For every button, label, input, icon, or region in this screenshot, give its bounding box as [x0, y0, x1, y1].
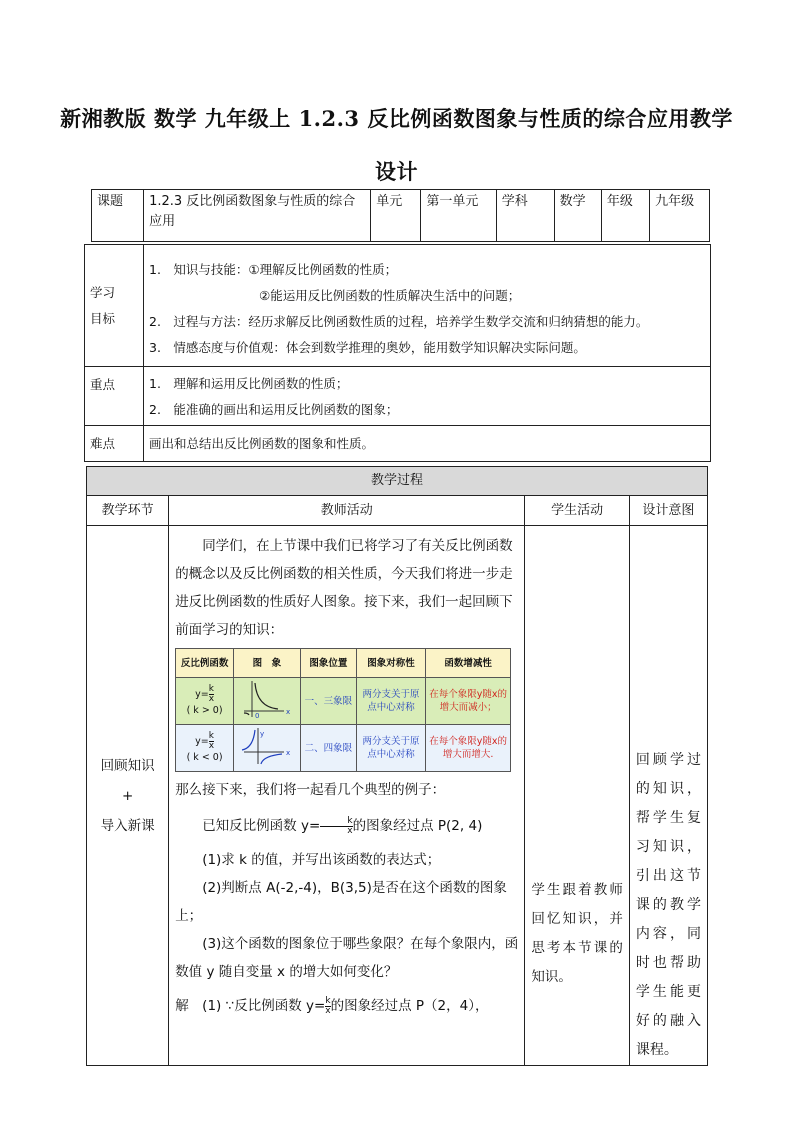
- process-header: 教学过程: [87, 467, 708, 496]
- question-2: (2)判断点 A(-2,-4)，B(3,5)是否在这个函数的图象上；: [175, 880, 507, 924]
- graph-k-negative: [233, 725, 300, 772]
- frac-num: k: [208, 731, 214, 741]
- review-header: 函数增减性: [426, 649, 511, 678]
- topic-value: 1.2.3 反比例函数图象与性质的综合应用: [144, 190, 371, 242]
- process-table: [86, 466, 708, 1066]
- position-k-negative: 二、四象限: [300, 725, 356, 772]
- solution-start: [175, 992, 518, 1020]
- review-header: 图象对称性: [356, 649, 425, 678]
- func-cond: ( k < 0): [186, 752, 223, 763]
- key-point-item: 1. 理解和运用反比例函数的性质；: [149, 376, 349, 391]
- func-text: y=: [195, 736, 209, 747]
- solution-a: 解 (1) ∵反比例函数 y=: [175, 998, 326, 1014]
- grade-label: 年级: [601, 190, 649, 242]
- example-a: 已知反比例函数 y=: [202, 818, 321, 834]
- objectives-label: [85, 245, 144, 367]
- func-frac: [209, 685, 214, 704]
- transition-text: 那么接下来，我们将一起看几个典型的例子：: [175, 782, 446, 798]
- example-frac: [320, 817, 352, 836]
- trend-k-negative: 在每个象限y随x的增大而增大.: [426, 725, 511, 772]
- review-header: 图 象: [233, 649, 300, 678]
- axis-o: 0: [254, 712, 260, 719]
- teacher-intro: 同学们，在上节课中我们已将学习了有关反比例函数的概念以及反比例函数的相关性质，今天我们将进一步走进反比例函数的性质好人图象。接下来，我们一起回顾下前面学习的知识：: [175, 538, 513, 638]
- question-1: (1)求 k 的值，并写出该函数的表达式；: [202, 852, 441, 868]
- hyperbola-negative-icon: [238, 726, 296, 766]
- objective-item: 2. 过程与方法：经历求解反比例函数性质的过程，培养学生数学交流和归纳猜想的能力。: [149, 314, 649, 329]
- col-design: 设计意图: [629, 496, 707, 526]
- grade-value: 九年级: [650, 190, 710, 242]
- objectives-label-bottom: 目标: [90, 310, 116, 326]
- axis-x: x: [285, 749, 291, 757]
- position-k-positive: 一、三象限: [300, 678, 356, 725]
- review-func-cell: [176, 725, 234, 772]
- design-intent-text: 回顾学过的知识，帮学生复习知识，引出这节课的教学内容，同时也帮助学生能更好的融入课程。: [635, 752, 701, 1058]
- example-b: 的图象经过点 P(2, 4): [352, 818, 483, 834]
- hyperbola-positive-icon: [238, 679, 296, 719]
- graph-k-positive: [233, 678, 300, 725]
- review-func-cell: [176, 678, 234, 725]
- key-points-content: [144, 367, 711, 426]
- frac-num: k: [320, 817, 352, 827]
- trend-k-positive: 在每个象限y随x的增大而减小；: [426, 678, 511, 725]
- objectives-table: [84, 244, 711, 462]
- stage-cell: [87, 526, 169, 1066]
- stage-line: +: [121, 787, 134, 804]
- objectives-label-top: 学习: [90, 284, 116, 300]
- func-frac: [209, 732, 214, 751]
- func-cond: ( k > 0): [186, 705, 223, 716]
- unit-value: 第一单元: [421, 190, 496, 242]
- teacher-activity: [169, 526, 525, 1066]
- objectives-content: [144, 245, 711, 367]
- key-points-label: 重点: [85, 367, 144, 426]
- student-activity: 学生跟着教师回忆知识，并思考本节课的知识。: [525, 526, 630, 1066]
- stage-line: 导入新课: [100, 817, 155, 834]
- difficulty-label: 难点: [85, 426, 144, 462]
- subject-label: 学科: [496, 190, 554, 242]
- subject-value: 数学: [554, 190, 601, 242]
- objective-item: ②能运用反比例函数的性质解决生活中的问题；: [259, 288, 521, 303]
- func-text: y=: [195, 689, 209, 700]
- example-statement: [175, 812, 518, 840]
- symmetry-k-positive: 两分支关于原点中心对称: [356, 678, 425, 725]
- axis-y: y: [259, 730, 265, 738]
- solution-b: 的图象经过点 P（2，4），: [330, 998, 489, 1014]
- axis-x: x: [285, 708, 291, 716]
- unit-label: 单元: [371, 190, 421, 242]
- info-table: [91, 189, 710, 242]
- frac-num: k: [325, 995, 331, 1006]
- col-student: 学生活动: [525, 496, 630, 526]
- document-title: 新湘教版 数学 九年级上 1.2.3 反比例函数图象与性质的综合应用教学设计: [60, 106, 733, 184]
- symmetry-k-negative: 两分支关于原点中心对称: [356, 725, 425, 772]
- col-stage: 教学环节: [87, 496, 169, 526]
- difficulty-text: 画出和总结出反比例函数的图象和性质。: [144, 426, 711, 462]
- review-header: 反比例函数: [176, 649, 234, 678]
- question-3: (3)这个函数的图象位于哪些象限？在每个象限内，函数值 y 随自变量 x 的增大如何变化？: [175, 936, 519, 980]
- frac-den: x: [208, 741, 215, 751]
- frac-den: x: [347, 825, 353, 836]
- review-header: 图象位置: [300, 649, 356, 678]
- frac-den: x: [208, 694, 215, 704]
- frac-den: x: [325, 1005, 331, 1016]
- design-intent: [629, 526, 707, 1066]
- stage-line: 回顾知识: [100, 757, 155, 774]
- key-point-item: 2. 能准确的画出和运用反比例函数的图象；: [149, 402, 399, 417]
- objective-item: 3. 情感态度与价值观：体会到数学推理的奥妙，能用数学知识解决实际问题。: [149, 340, 586, 355]
- frac-num: k: [208, 684, 214, 694]
- objective-item: 1. 知识与技能：①理解反比例函数的性质；: [149, 262, 398, 277]
- col-teacher: 教师活动: [169, 496, 525, 526]
- review-table: [175, 648, 511, 772]
- topic-label: 课题: [92, 190, 144, 242]
